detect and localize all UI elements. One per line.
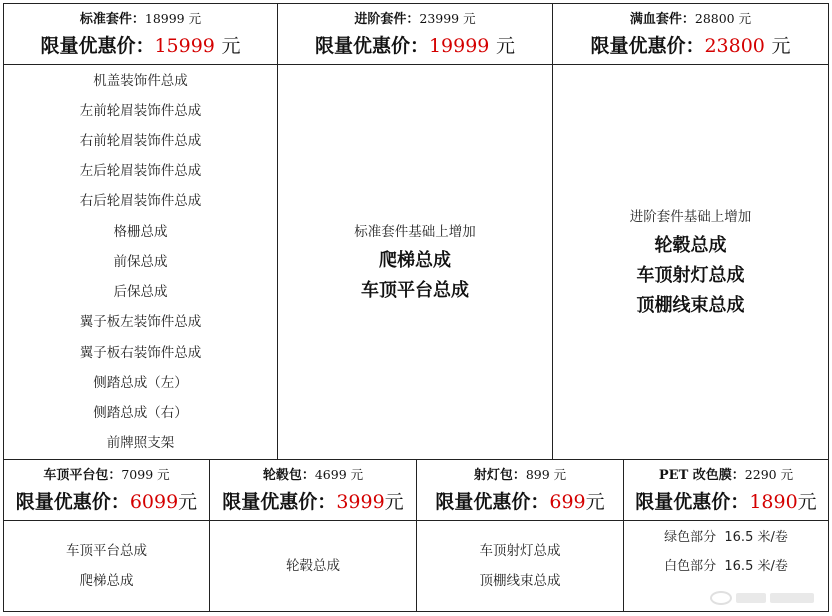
list-item: 侧踏总成（左） <box>93 374 188 391</box>
spotlight-pack-items <box>417 521 624 611</box>
package-name: 进阶套件： <box>354 11 420 27</box>
promo-line <box>40 33 240 59</box>
package-title <box>354 10 475 29</box>
price-unit: 元 <box>496 34 516 57</box>
promo-price: 15999 <box>154 34 215 57</box>
package-name: 射灯包： <box>473 467 526 483</box>
promo-price: 23800 <box>704 34 765 57</box>
list-item: 侧踏总成（右） <box>93 404 188 421</box>
list-item: 右后轮眉装饰件总成 <box>79 193 202 210</box>
price-unit: 元 <box>221 34 241 57</box>
promo-label: 限量优惠价： <box>222 490 337 513</box>
original-price: 18999 元 <box>144 10 202 26</box>
original-price: 28800 元 <box>694 10 752 26</box>
advanced-note: 标准套件基础上增加 <box>354 224 476 240</box>
package-title <box>659 466 793 485</box>
promo-line <box>16 489 197 515</box>
list-item: 后保总成 <box>113 284 168 301</box>
price-table <box>3 3 829 612</box>
list-item: 左前轮眉装饰件总成 <box>79 102 202 119</box>
list-item: 轮毂总成 <box>654 235 727 256</box>
package-name: 满血套件： <box>629 11 695 27</box>
promo-label: 限量优惠价： <box>435 490 550 513</box>
list-item: 轮毂总成 <box>286 558 340 574</box>
package-title <box>80 10 201 29</box>
package-title <box>474 466 566 485</box>
list-item: 右前轮眉装饰件总成 <box>79 133 202 150</box>
list-item: 翼子板右装饰件总成 <box>79 344 202 361</box>
advanced-package-header <box>278 4 553 65</box>
watermark <box>710 591 814 605</box>
promo-line <box>590 33 790 59</box>
price-unit: 元 <box>797 490 817 513</box>
list-item: 白色部分 16.5 米/卷 <box>664 559 788 574</box>
full-note: 进阶套件基础上增加 <box>629 209 752 225</box>
full-package-header <box>553 4 828 65</box>
roof-platform-pack-header <box>4 460 210 521</box>
promo-label: 限量优惠价： <box>635 490 750 513</box>
roof-platform-pack-items <box>4 521 210 611</box>
promo-line <box>222 489 403 515</box>
promo-price: 19999 <box>428 34 490 57</box>
promo-price: 6099 <box>129 490 179 513</box>
original-price: 899 元 <box>525 466 567 482</box>
advanced-items <box>278 65 553 460</box>
package-name: 车顶平台包： <box>43 467 122 483</box>
standard-package-header <box>4 4 278 65</box>
price-unit: 元 <box>771 34 791 57</box>
list-item: 翼子板左装饰件总成 <box>79 314 202 331</box>
watermark-logo-icon <box>710 591 732 605</box>
package-title <box>630 10 751 29</box>
promo-line <box>435 489 604 515</box>
original-price: 23999 元 <box>419 10 476 26</box>
spotlight-pack-header <box>417 460 624 521</box>
package-title <box>43 466 169 485</box>
pet-film-header <box>624 460 828 521</box>
list-item: 车顶射灯总成 <box>479 543 561 559</box>
list-item: 绿色部分 16.5 米/卷 <box>664 530 788 545</box>
promo-label: 限量优惠价： <box>15 490 130 513</box>
list-item: 左后轮眉装饰件总成 <box>79 163 202 180</box>
list-item: 车顶平台总成 <box>66 543 147 559</box>
package-title <box>263 466 363 485</box>
package-name: PET 改色膜： <box>658 467 745 483</box>
package-name: 轮毂包： <box>262 467 315 483</box>
list-item: 车顶平台总成 <box>361 280 469 301</box>
standard-items-list <box>4 65 278 460</box>
original-price: 2290 元 <box>744 466 794 482</box>
price-unit: 元 <box>585 490 605 513</box>
list-item: 前保总成 <box>113 253 168 270</box>
list-item: 前牌照支架 <box>106 435 175 452</box>
promo-price: 699 <box>549 490 586 513</box>
promo-price: 1890 <box>749 490 798 513</box>
list-item: 顶棚线束总成 <box>479 573 561 589</box>
price-unit: 元 <box>384 490 404 513</box>
promo-line <box>635 489 816 515</box>
list-item: 车顶射灯总成 <box>636 265 745 286</box>
full-items <box>553 65 828 460</box>
watermark-text-block <box>770 593 814 603</box>
promo-price: 3999 <box>336 490 385 513</box>
list-item: 机盖装饰件总成 <box>93 72 188 89</box>
promo-label: 限量优惠价： <box>590 34 705 57</box>
promo-label: 限量优惠价： <box>40 34 155 57</box>
list-item: 格栅总成 <box>113 223 168 240</box>
promo-label: 限量优惠价： <box>314 34 429 57</box>
wheel-pack-header <box>210 460 417 521</box>
wheel-pack-items <box>210 521 417 611</box>
list-item: 爬梯总成 <box>379 250 451 271</box>
package-name: 标准套件： <box>79 11 145 27</box>
price-unit: 元 <box>178 490 198 513</box>
promo-line <box>315 33 515 59</box>
list-item: 顶棚线束总成 <box>636 295 745 316</box>
watermark-text-block <box>736 593 766 603</box>
list-item: 爬梯总成 <box>79 573 134 589</box>
original-price: 7099 元 <box>121 466 170 482</box>
original-price: 4699 元 <box>314 466 364 482</box>
